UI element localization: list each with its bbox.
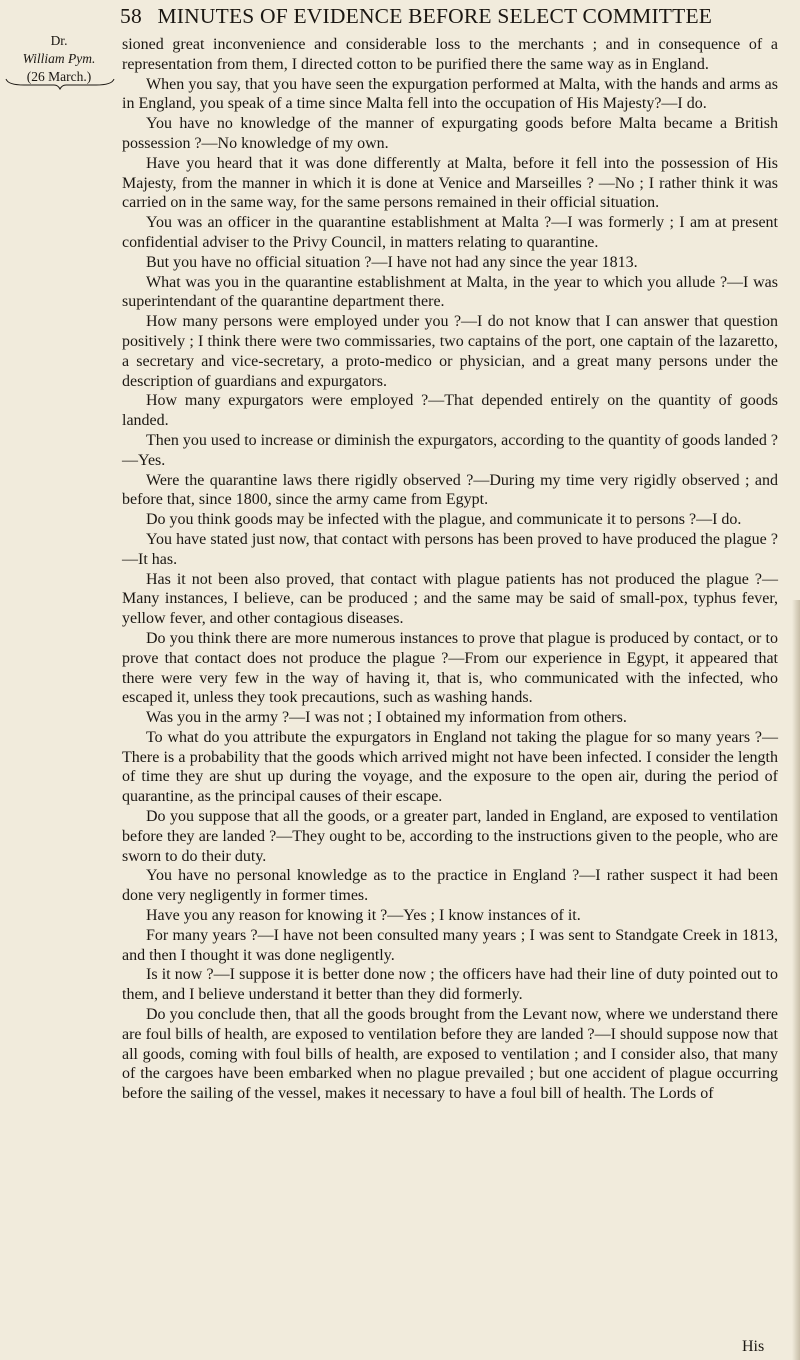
paragraph: Has it not been also proved, that contact with plague patients has not produced the plague ?—Many instances, I believe, can be produced ; and the same may be said of small-pox, typhus fever, yellow fever, and other contagious diseases. [122, 570, 778, 628]
paragraph: Was you in the army ?—I was not ; I obtained my information from others. [146, 709, 627, 727]
paragraph: Have you heard that it was done differently at Malta, before it fell into the possession of His Majesty, from the manner in which it is done at Venice and Marseilles ? —No ; I rather think it was carried on in the same way, for the same persons remained in their official situation. [122, 154, 778, 212]
margin-prefix: Dr. [50, 33, 68, 48]
paragraph: How many expurgators were employed ?—That depended entirely on the quantity of goods landed. [122, 392, 778, 430]
paragraph: Then you used to increase or diminish the expurgators, according to the quantity of goods landed ?—Yes. [122, 431, 778, 469]
paragraph: When you say, that you have seen the expurgation performed at Malta, with the hands and arms as in England, you speak of a time since Malta fell into the occupation of His Majesty?—I do. [122, 75, 778, 113]
page-number: 58 [120, 4, 142, 28]
running-title: MINUTES OF EVIDENCE BEFORE SELECT COMMITTEE [157, 4, 713, 28]
paragraph: What was you in the quarantine establishment at Malta, in the year to which you allude ?—I was superintendant of the quarantine department there. [122, 273, 778, 311]
paragraph: Do you suppose that all the goods, or a greater part, landed in England, are exposed to ventilation before they are landed ?—They ought to be, according to the instructions given to the people, who are sworn to do their duty. [122, 808, 778, 865]
brace-icon [4, 77, 116, 91]
document-body [122, 35, 778, 1104]
paragraph: You have stated just now, that contact with persons has been proved to have produced the plague ?—It has. [122, 530, 778, 568]
witness-name: William Pym. [22, 51, 96, 66]
paragraph: You have no personal knowledge as to the practice in England ?—I rather suspect it had been done very negligently in former times. [122, 867, 778, 905]
running-header [120, 4, 780, 29]
paragraph: You have no knowledge of the manner of expurgating goods before Malta became a British possession ?—No knowledge of my own. [122, 115, 778, 152]
paragraph: Do you think there are more numerous instances to prove that plague is produced by contact, or to prove that contact does not produce the plague ?—From our experience in Egypt, it appeared that there were very few in the way of having it, that is, who communicated with the infected, who escaped it, unless they took precautions, such as washing hands. [122, 629, 778, 707]
paragraph: Have you any reason for knowing it ?—Yes ; I know instances of it. [146, 907, 581, 925]
paragraph: You was an officer in the quarantine establishment at Malta ?—I was formerly ; I am at present confidential adviser to the Privy Council, in matters relating to quarantine. [122, 214, 778, 251]
page-edge-shadow [792, 600, 800, 1360]
margin-date: (26 March.) [26, 69, 92, 84]
catchword: His [742, 1338, 765, 1355]
paragraph: How many persons were employed under you ?—I do not know that I can answer that question positively ; I think there were two commissaries, two captains of the port, one captain of the lazaretto, a secretary and vice-secretary, a proto-medico or physician, and a great many persons under the description of guardians and expurgators. [122, 313, 778, 390]
paragraph: sioned great inconvenience and considerable loss to the merchants ; and in consequence of a representation from them, I directed cotton to be purified there the same way as in England. [122, 36, 778, 73]
paragraph: Do you conclude then, that all the goods brought from the Levant now, where we understand there are foul bills of health, are exposed to ventilation before they are landed ?—I should suppose now that all goods, coming with foul bills of health, are exposed to ventilation ; and I consider also, that many of the cargoes have been embarked when no plague prevailed ; but one accident of plague occurring before the sailing of the vessel, makes it necessary to have a foul bill of health. The Lords of [122, 1006, 778, 1103]
paragraph: Do you think goods may be infected with the plague, and communicate it to persons ?—I do. [146, 511, 742, 529]
paragraph: But you have no official situation ?—I have not had any since the year 1813. [146, 253, 638, 271]
paragraph: To what do you attribute the expurgators in England not taking the plague for so many years ?—There is a probability that the goods which arrived might not have been infected. I consider the length of time they are shut up during the voyage, and the exposure to the open air, during the period of quarantine, as the principal causes of their escape. [122, 728, 778, 806]
paragraph: Were the quarantine laws there rigidly observed ?—During my time very rigidly observed ; and before that, since 1800, since the army came from Egypt. [122, 471, 778, 509]
paragraph: For many years ?—I have not been consulted many years ; I was sent to Standgate Creek in 1813, and then I thought it was done negligently. [122, 926, 778, 964]
paragraph: Is it now ?—I suppose it is better done now ; the officers have had their line of duty pointed out to them, and I believe understand it better than they did formerly. [122, 966, 778, 1004]
